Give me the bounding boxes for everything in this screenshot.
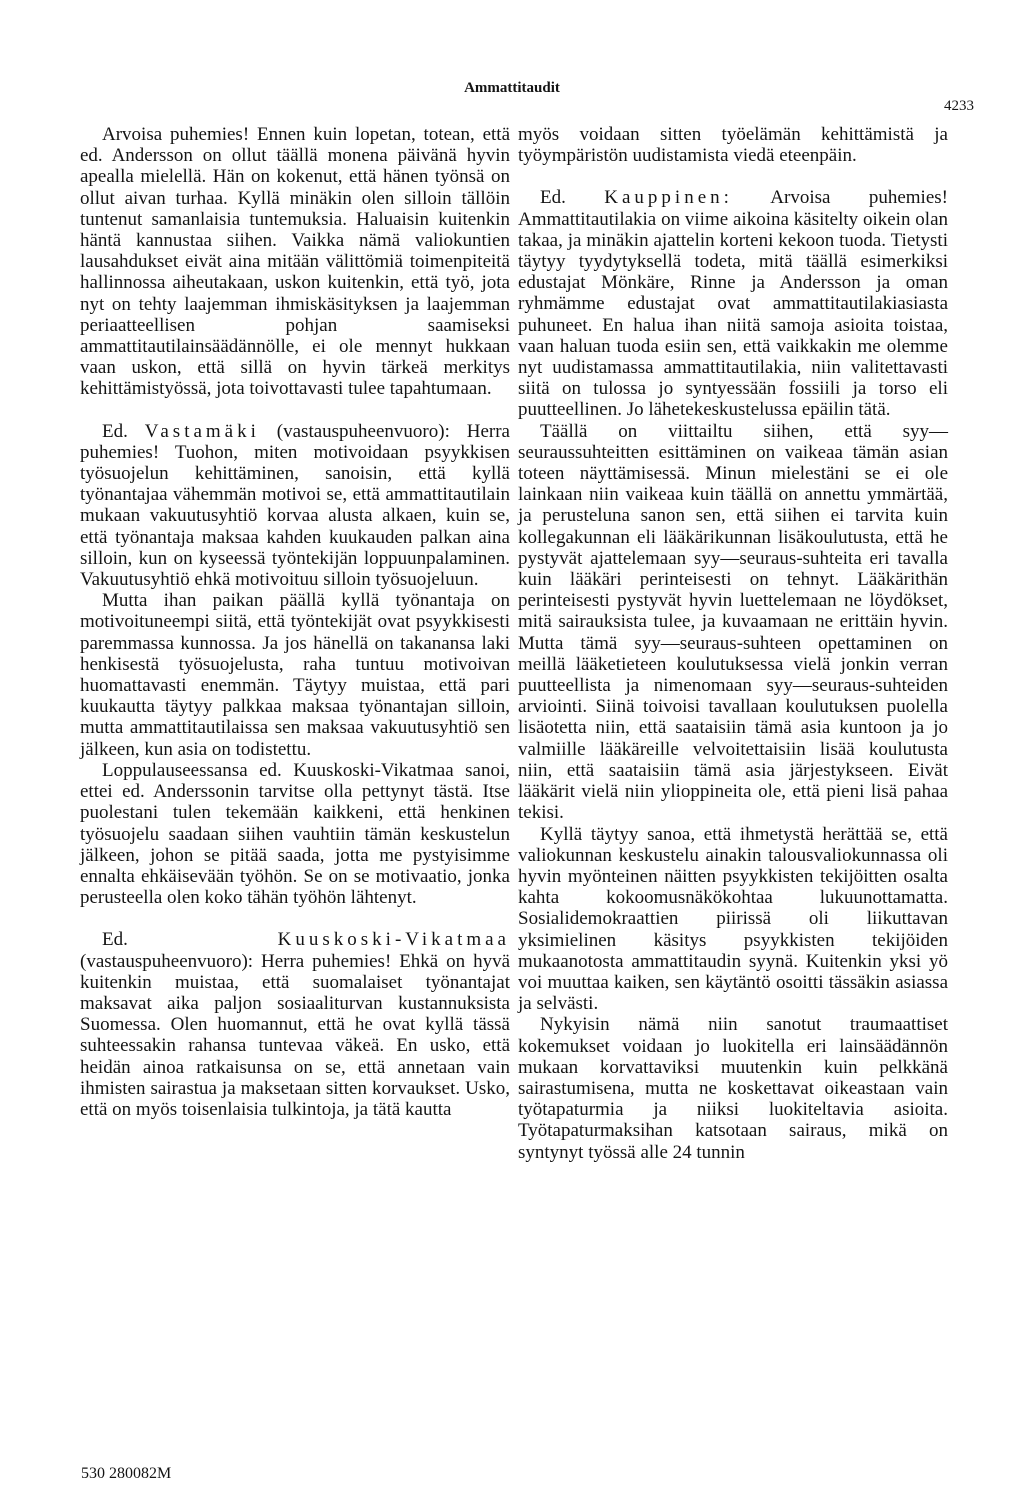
speaker-name: Kuuskoski-Vikatmaa — [277, 929, 510, 951]
speech-text: (vastauspuheenvuoro): Herra puhemies! Tuohon, miten motivoidaan psyykkisen työsuojelun kehittäminen, sanoisin, että kyllä työnantajaa vähemmän motivoi se, että ammattitautilain mukaan vakuutusyhtiö korvaa alusta alkaen, kuin se, että työnantaja maksaa kahden kuukauden palkan aina silloin, kun on kyseessä työntekijän loppuunpalaminen. Vakuutusyhtiö ehkä motivoituu silloin työsuojeluun. — [80, 420, 510, 591]
paragraph: Kyllä täytyy sanoa, että ihmetystä herättää se, että valiokunnan keskustelu ainakin talousvaliokunnassa oli hyvin myönteinen näitten psyykkisten tekijöitten osalta kahta kokoomusnäkökohtaa lukuunottamatta. Sosialidemokraattien piirissä oli liikuttavan yksimielinen käsitys psyykkisten tekijöiden mukaanotosta ammattitaudin syynä. Kuitenkin yksi yö voi muuttaa kaiken, sen käytäntö osoitti tässäkin asiassa ja selvästi. — [518, 823, 948, 1015]
footer-code: 530 280082M — [81, 1465, 172, 1482]
speech-text: Arvoisa puhemies! Ammattitautilakia on viime aikoina käsitelty oikein olan takaa, ja minäkin ajattelin korteni kekoon tuoda. Tietysti täytyy tyydytyksellä todeta, mitä täällä esimerkiksi edustajat Mönkäre, Rinne ja Andersson ja oman ryhmämme edustajat ovat ammattitautilakiasiasta puhuneet. En halua ihan niitä samoja asioita toistaa, vaan haluan tuoda esiin sen, että vaikkakin me olemme nyt uudistamassa ammattitautilakia, niin valitettavasti siitä on tulossa jo syntyessään fossiili ja torso eli puutteellinen. Jo lähetekeskustelussa epäilin tätä. — [518, 187, 948, 421]
paragraph: Arvoisa puhemies! Ennen kuin lopetan, totean, että ed. Andersson on ollut täällä monena päivänä hyvin apealla mielellä. Hän on kokenut, että hänen työnsä on ollut aivan turhaa. Kyllä minäkin olen silloin tällöin tuntenut samanlaisia tuntemuksia. Haluaisin kuitenkin häntä kannustaa siihen. Vaikka nämä valiokuntien lausahdukset eivät aina mitään välittömiä toimenpiteitä hallinnossa aiheutakaan, uskon kuitenkin, että työ, jota nyt on tehty laajemman ihmiskäsityksen ja laajemman periaatteellisen pohjan saamiseksi ammattitautilainsäädännölle, ei ole mennyt hukkaan vaan uskon, että sillä on hyvin tärkeä merkitys kehittämistyössä, jota toivottavasti tulee tapahtumaan. — [80, 124, 510, 400]
paragraph: Loppulauseessansa ed. Kuuskoski-Vikatmaa sanoi, ettei ed. Anderssonin tarvitse olla pettynyt tästä. Itse puolestani tulen tekemään kaikkeni, että henkinen työsuojelu saadaan siihen vauhtiin tämän keskustelun jälkeen, johon se pitää saada, jotta me pystyisimme ennalta ehkäisevään työhön. Se on se motivaatio, jonka perusteella olen koko tähän työhön lähtenyt. — [80, 759, 510, 909]
speech-text: (vastauspuheenvuoro): Herra puhemies! Ehkä on hyvä kuitenkin muistaa, että suomalaiset työnantajat maksavat aika paljon sosiaaliturvan kustannuksista Suomessa. Olen huomannut, että he ovat kyllä tässä suhteessakin rahansa tuntevaa väkeä. En usko, että heidän ainoa ratkaisunsa on se, että annetaan vain ihmisten sairastua ja maksetaan sitten korvaukset. Usko, että on myös toisenlaisia tulkintoja, ja tätä kautta — [80, 950, 510, 1120]
paragraph: myös voidaan sitten työelämän kehittämistä ja työympäristön uudistamista viedä eteenpäin. — [518, 124, 948, 167]
speech-vastamaki — [80, 421, 510, 591]
paragraph: Täällä on viittailtu siihen, että syy—seuraussuhteitten esittäminen on vaikeaa tämän asian toteen näyttämisessä. Minun mielestäni se ei ole lainkaan niin vaikeaa kuin täällä on annettu ymmärtää, ja perusteluna sanon sen, että siihen ei tarvita kuin kollegakunnan eli lääkärikunnan lisäkoulutusta, että he pystyvät ajattelemaan syy—seuraus-suhteita eri tavalla kuin lääkäri perinteisesti on tehnyt. Lääkärithän perinteisesti pystyvät hyvin luettelemaan ne löydökset, mitä sairauksista tulee, ja kuvaamaan ne erittäin hyvin. Mutta tämä syy—seuraus-suhteen opettaminen on meillä lääketieteen koulutuksessa vielä jonkin verran puutteellista ja nimenomaan syy—seuraus-suhteiden arviointi. Siinä toivoisi tavallaan koulutuksen puolella lisäotetta niin, että saataisiin tämä asia kuntoon ja jo valmiille lääkäreille velvoitettaisiin lisää koulutusta niin, että saataisiin tämä asia järjestykseen. Eivät lääkärit vielä niin ylioppineita ole, että pieni lisä pahaa tekisi. — [518, 420, 948, 824]
speaker-name: Kauppinen: — [604, 187, 733, 209]
speaker-prefix: Ed. — [102, 929, 128, 951]
speaker-name: Vastamäki — [144, 420, 260, 442]
speech-kuuskoski-vikatmaa — [80, 929, 510, 1120]
right-column — [518, 124, 948, 1163]
page-number: 4233 — [944, 98, 974, 114]
left-column — [80, 124, 510, 1120]
speaker-prefix: Ed. — [540, 187, 566, 209]
running-header: Ammattitaudit — [464, 80, 560, 96]
paragraph: Mutta ihan paikan päällä kyllä työnantaja on motivoituneempi siitä, että työntekijät ovat psyykkisesti paremmassa kunnossa. Ja jos hänellä on takanansa laki henkisestä työsuojelusta, raha tuntuu motivoivan huomattavasti enemmän. Täytyy muistaa, että pari kuukautta täytyy palkkaa maksaa työnantajan silloin, mutta ammattitautilaissa sen maksaa vakuutusyhtiö sen jälkeen, kun asia on todistettu. — [80, 590, 510, 760]
speaker-prefix: Ed. — [102, 420, 128, 442]
speech-kauppinen — [518, 187, 948, 420]
paragraph: Nykyisin nämä niin sanotut traumaattiset kokemukset voidaan jo luokitella eri lainsäädännön mukaan korvattaviksi muutenkin kuin pelkkänä sairastumisena, mutta ne koskettavat oikeastaan vain työtapaturmia ja niiksi luokiteltavia asioita. Työtapaturmaksihan katsotaan sairaus, mikä on syntynyt työssä alle 24 tunnin — [518, 1014, 948, 1163]
